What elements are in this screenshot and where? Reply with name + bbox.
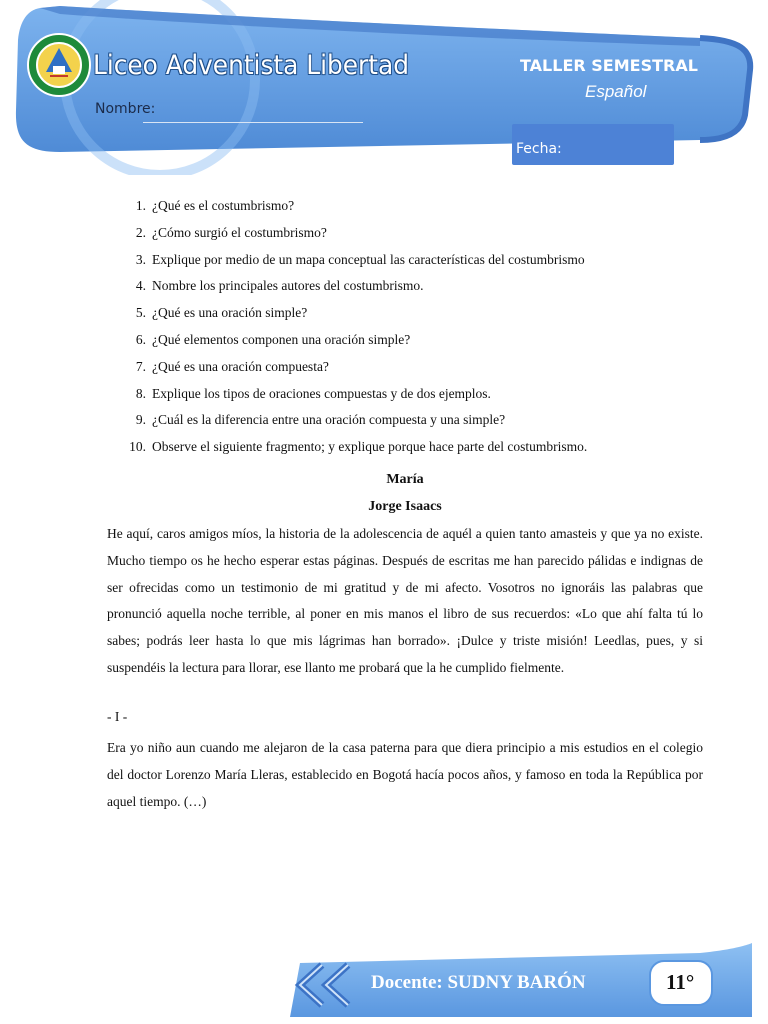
list-item xyxy=(120,434,587,461)
question-text: Nombre los principales autores del costumbrismo. xyxy=(152,278,424,294)
list-item xyxy=(120,247,587,274)
header-banner xyxy=(0,0,768,175)
question-number: 2. xyxy=(135,224,146,240)
school-crest-icon xyxy=(26,32,92,98)
question-text: ¿Cuál es la diferencia entre una oración compuesta y una simple? xyxy=(152,412,506,428)
question-number: 7. xyxy=(135,358,146,374)
fragment-paragraph-1: He aquí, caros amigos míos, la historia de la adolescencia de aquél a quien tanto amasteis y que ya no existe. Mucho tiempo os he hecho esperar estas páginas. Después de escritas me han parecido pálidas e indignas de ser ofrecidas como un testimonio de mi gratitud y de mi afecto. Vosotros no ignoráis las palabras que pronunció aquella noche terrible, al poner en mis manos el libro de sus recuerdos: «Lo que ahí falta tú lo sabes; podrás leer hasta lo que mis lágrimas han borrado». ¡Dulce y triste misión! Leedlas, pues, y si suspendéis la lectura para llorar, ese llanto me probará que la he cumplido fielmente. xyxy=(107,526,703,675)
question-number: 5. xyxy=(135,305,146,321)
fragment-title: María xyxy=(386,472,424,487)
fecha-label: Fecha: xyxy=(516,141,562,157)
question-text: Explique por medio de un mapa conceptual las características del costumbrismo xyxy=(152,251,585,267)
list-item xyxy=(120,193,587,220)
question-number: 4. xyxy=(135,278,146,294)
list-item xyxy=(120,327,587,354)
question-text: ¿Qué es una oración simple? xyxy=(152,305,308,321)
question-text: ¿Cómo surgió el costumbrismo? xyxy=(152,224,327,240)
question-text: Explique los tipos de oraciones compuestas y de dos ejemplos. xyxy=(152,385,491,401)
list-item xyxy=(120,273,587,300)
list-item xyxy=(120,381,587,408)
question-text: ¿Qué elementos componen una oración simple? xyxy=(152,331,411,347)
question-text: ¿Qué es el costumbrismo? xyxy=(152,198,295,213)
grade-badge: 11° xyxy=(666,970,695,994)
question-text: Observe el siguiente fragmento; y explique porque hace parte del costumbrismo. xyxy=(152,439,588,455)
question-number: 3. xyxy=(135,251,146,267)
list-item xyxy=(120,220,587,247)
question-number: 9. xyxy=(135,412,146,428)
list-item xyxy=(120,407,587,434)
nombre-label: Nombre: xyxy=(95,101,156,117)
questions-list xyxy=(120,193,587,461)
question-number: 6. xyxy=(135,331,146,347)
nombre-field-line[interactable] xyxy=(143,122,363,123)
question-number: 1. xyxy=(135,198,146,213)
list-item xyxy=(120,354,587,381)
question-number: 8. xyxy=(135,385,146,401)
teacher-name: Docente: SUDNY BARÓN xyxy=(371,972,586,993)
subject-label: Español xyxy=(585,82,647,101)
workshop-title: TALLER SEMESTRAL xyxy=(520,56,698,75)
fragment-author: Jorge Isaacs xyxy=(368,499,442,514)
question-text: ¿Qué es una oración compuesta? xyxy=(152,358,329,374)
list-item xyxy=(120,300,587,327)
fragment-paragraph-2: Era yo niño aun cuando me alejaron de la casa paterna para que diera principio a mis estudios en el colegio del doctor Lorenzo María Lleras, establecido en Bogotá hacía pocos años, y famoso en toda la República por aquel tiempo. (…) xyxy=(107,740,703,809)
double-chevron-left-icon xyxy=(292,961,362,1011)
school-name: Liceo Adventista Libertad xyxy=(93,50,410,81)
question-number: 10. xyxy=(129,439,146,455)
fragment-section-marker: - I - xyxy=(107,709,128,724)
